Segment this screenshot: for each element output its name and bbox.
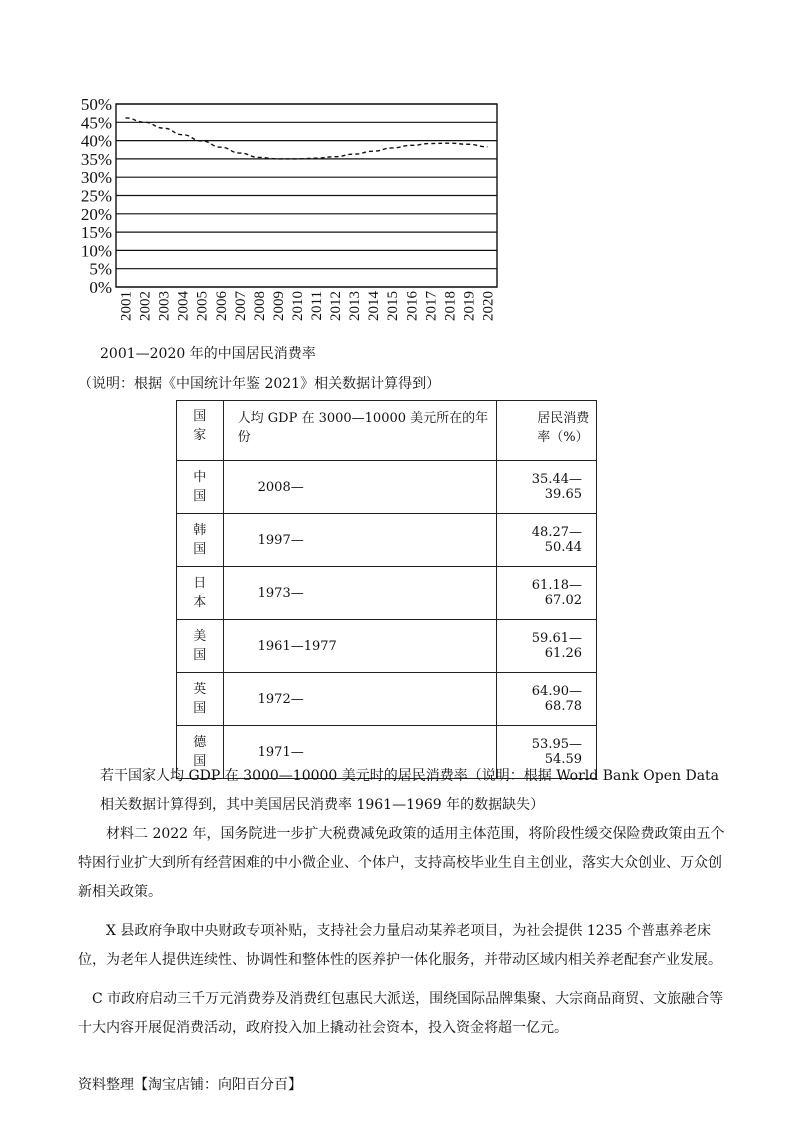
row-year: 2008— bbox=[223, 461, 497, 514]
x-tick-label: 2019 bbox=[461, 291, 478, 321]
x-tick-label: 2009 bbox=[270, 291, 287, 321]
x-tick-label: 2005 bbox=[194, 291, 211, 321]
table-row bbox=[177, 514, 597, 567]
x-tick-label: 2004 bbox=[175, 291, 192, 321]
y-tick-label: 5% bbox=[89, 259, 112, 279]
row-country: 中 国 bbox=[177, 461, 224, 514]
x-tick-label: 2002 bbox=[137, 291, 154, 321]
row-year: 1971— bbox=[223, 726, 497, 779]
row-country: 美 国 bbox=[177, 620, 224, 673]
x-tick-label: 2008 bbox=[251, 291, 268, 321]
row-year: 1997— bbox=[223, 514, 497, 567]
footer-note: 资料整理【淘宝店铺：向阳百分百】 bbox=[78, 1077, 302, 1093]
x-tick-label: 2014 bbox=[366, 291, 383, 321]
table-row bbox=[177, 673, 597, 726]
row-country: 日 本 bbox=[177, 567, 224, 620]
y-tick-label: 30% bbox=[80, 168, 112, 188]
table-row bbox=[177, 461, 597, 514]
row-rate: 59.61—61.26 bbox=[497, 620, 597, 673]
header-rate: 居民消费率（%） bbox=[497, 401, 597, 461]
x-tick-label: 2016 bbox=[404, 291, 421, 321]
y-tick-label: 15% bbox=[80, 223, 112, 243]
x-tick-label: 2006 bbox=[213, 291, 230, 321]
x-tick-label: 2010 bbox=[289, 291, 306, 321]
x-tick-label: 2011 bbox=[309, 291, 326, 321]
row-country: 韩 国 bbox=[177, 514, 224, 567]
x-tick-label: 2001 bbox=[118, 291, 135, 321]
header-year: 人均 GDP 在 3000—10000 美元所在的年份 bbox=[223, 401, 497, 461]
chart-caption: 2001—2020 年的中国居民消费率 bbox=[100, 346, 316, 362]
city-voucher-paragraph: C 市政府启动三千万元消费券及消费红包惠民大派送，围绕国际品牌集聚、大宗商品商贸、文旅融合等十大内容开展促消费活动，政府投入加上撬动社会资本，投入资金将超一亿元。 bbox=[78, 991, 724, 1036]
row-year: 1973— bbox=[223, 567, 497, 620]
row-country: 德 国 bbox=[177, 726, 224, 779]
x-tick-label: 2012 bbox=[328, 291, 345, 321]
y-tick-label: 25% bbox=[80, 186, 112, 206]
row-rate: 35.44—39.65 bbox=[497, 461, 597, 514]
y-tick-label: 10% bbox=[80, 241, 112, 261]
y-tick-label: 0% bbox=[89, 278, 112, 297]
series-line bbox=[126, 118, 488, 159]
consumption-rate-table bbox=[176, 400, 597, 779]
row-country: 英 国 bbox=[177, 673, 224, 726]
row-rate: 61.18—67.02 bbox=[497, 567, 597, 620]
x-tick-label: 2020 bbox=[480, 291, 497, 321]
row-year: 1972— bbox=[223, 673, 497, 726]
consumption-rate-line-chart bbox=[60, 90, 520, 340]
x-tick-label: 2018 bbox=[442, 291, 459, 321]
material-two-paragraph: 材料二 2022 年，国务院进一步扩大税费减免政策的适用主体范围，将阶段性缓交保险费政策由五个特困行业扩大到所有经营困难的中小微企业、个体户，支持高校毕业生自主创业，落实大众创业、万众创新相关政策。 bbox=[78, 826, 725, 900]
table-header-row bbox=[177, 401, 597, 461]
y-tick-label: 20% bbox=[80, 204, 112, 224]
chart-note: （说明：根据《中国统计年鉴 2021》相关数据计算得到） bbox=[78, 376, 441, 392]
y-tick-label: 40% bbox=[80, 131, 112, 151]
row-rate: 53.95—54.59 bbox=[497, 726, 597, 779]
row-rate: 48.27—50.44 bbox=[497, 514, 597, 567]
x-tick-label: 2013 bbox=[347, 291, 364, 321]
row-rate: 64.90—68.78 bbox=[497, 673, 597, 726]
y-tick-label: 45% bbox=[80, 113, 112, 133]
x-tick-label: 2017 bbox=[423, 291, 440, 321]
table-row bbox=[177, 620, 597, 673]
table-caption-paragraph: 若干国家人均 GDP 在 3000—10000 美元时的居民消费率（说明：根据 World Bank Open Data 相关数据计算得到，其中美国居民消费率 1961—1969 年的数据缺失） bbox=[100, 768, 720, 813]
y-tick-label: 35% bbox=[80, 149, 112, 169]
table-row bbox=[177, 567, 597, 620]
county-pension-paragraph: X 县政府争取中央财政专项补贴，支持社会力量启动某养老项目，为社会提供 1235 个普惠养老床位，为老年人提供连续性、协调性和整体性的医养护一体化服务，并带动区域内相关养老配套产业发展。 bbox=[78, 923, 722, 968]
x-tick-label: 2007 bbox=[232, 291, 249, 321]
x-tick-label: 2003 bbox=[156, 291, 173, 321]
x-tick-label: 2015 bbox=[385, 291, 402, 321]
row-year: 1961—1977 bbox=[223, 620, 497, 673]
y-tick-label: 50% bbox=[80, 95, 112, 114]
header-country: 国 家 bbox=[177, 401, 224, 461]
